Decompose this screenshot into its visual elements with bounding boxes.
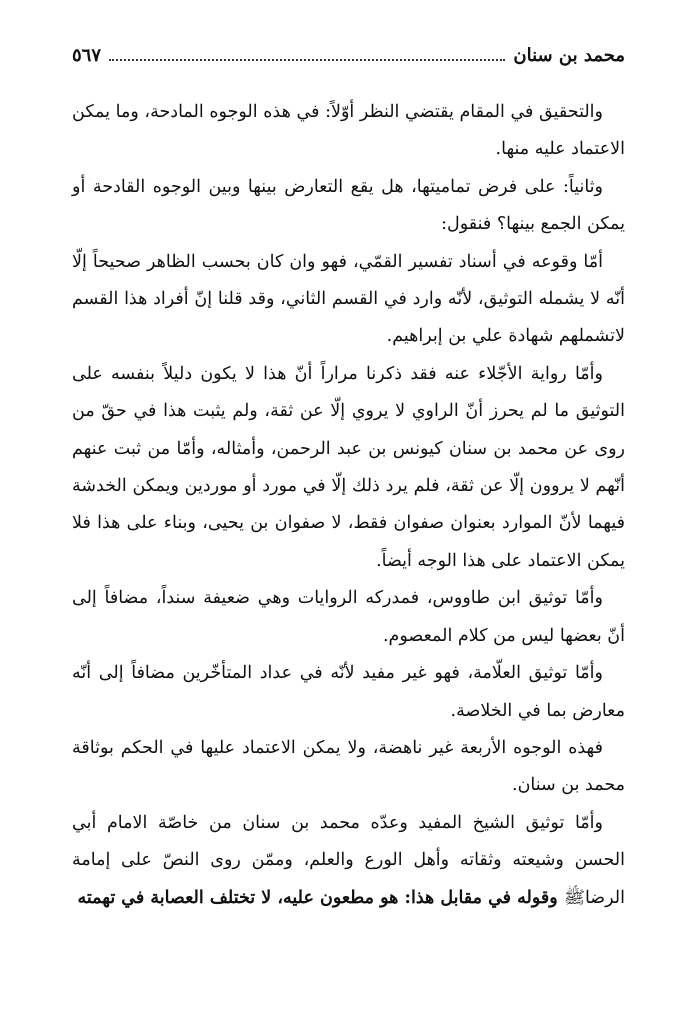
header-title: محمد بن سنان — [513, 44, 625, 66]
paragraph: فهذه الوجوه الأربعة غير ناهضة، ولا يمكن الاعتماد عليها في الحكم بوثاقة محمد بن سنان. — [72, 737, 625, 796]
paragraph: وأمّا توثيق ابن طاووس، فمدركه الروايات وهي ضعيفة سنداً، مضافاً إلى أنّ بعضها ليس من كلام المعصوم. — [72, 588, 625, 646]
honorific-symbol: ﷺ — [563, 887, 585, 908]
running-header — [72, 40, 625, 70]
paragraph: أمّا وقوعه في أسناد تفسير القمّي، فهو وان كان بحسب الظاهر صحيحاً إلّا أنّه لا يشمله التوثيق، لأنّه وارد في القسم الثاني، وقد قلنا إنّ أفراد هذا القسم لاتشملهم شهادة علي بن إبراهيم. — [72, 251, 625, 347]
header-dotted-leader — [109, 49, 505, 61]
paragraph-last-text: وأمّا توثيق الشيخ المفيد وعدّه محمد بن سنان من خاصّة الامام أبي الحسن وشيعته وثقاته وأهل الورع والعلم، وممّن روى النصّ على إمامة الرضا — [72, 812, 625, 908]
paragraph-last — [72, 805, 625, 917]
paragraph-last-bold-text: وقوله في مقابل هذا: هو مطعون عليه، لا تختلف العصابة في تهمته — [77, 887, 564, 908]
text-body — [72, 94, 625, 917]
paragraph: وأمّا رواية الأجّلاء عنه فقد ذكرنا مراراً أنّ هذا لا يكون دليلاً بنفسه على التوثيق ما لم يحرز أنّ الراوي لا يروي إلّا عن ثقة، ولم يثبت هذا في حقّ من روى عن محمد بن سنان كيونس بن عبد الرحمن، وأمثاله، وأمّا من ثبت عنهم أنّهم لا يروون إلّا عن ثقة، فلم يرد ذلك إلّا في مورد أو موردين ويمكن الخدشة فيهما لأنّ الموارد بعنوان صفوان فقط، لا صفوان بن يحيى، وبناء على هذا فلا يمكن الاعتماد على هذا الوجه أيضاً. — [72, 363, 625, 571]
paragraph: والتحقيق في المقام يقتضي النظر أوّلاً: في هذه الوجوه المادحة، وما يمكن الاعتماد عليه منها. — [72, 102, 625, 160]
paragraph: وثانياً: على فرض تماميتها، هل يقع التعارض بينها وبين الوجوه القادحة أو يمكن الجمع بينها؟ فنقول: — [72, 176, 625, 235]
paragraph: وأمّا توثيق العلّامة، فهو غير مفيد لأنّه في عداد المتأخّرين مضافاً إلى أنّه معارض بما في الخلاصة. — [72, 663, 625, 721]
page-number: ٥٦٧ — [72, 44, 102, 66]
